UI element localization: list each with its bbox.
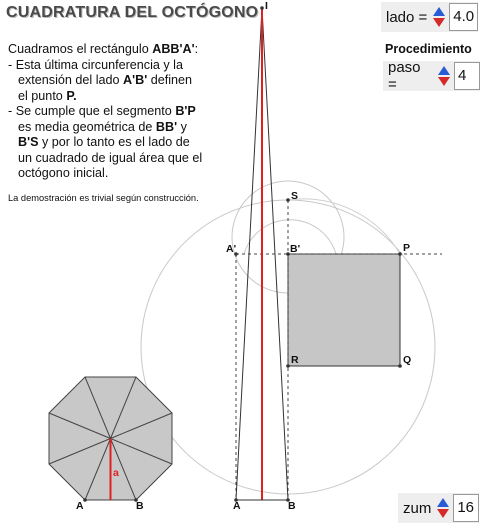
point-label-b-prime: B': [290, 243, 301, 255]
apothem-label: a: [113, 467, 119, 479]
point-label-a-octagon: A: [76, 500, 84, 512]
lado-arrows: [431, 4, 447, 30]
desc-line: B'S y por lo tanto es el lado de: [18, 135, 190, 149]
demonstration-note: La demostración es trivial según construcción.: [8, 193, 199, 203]
lado-spinner: [381, 2, 478, 32]
point-label-a-prime: A': [226, 243, 237, 255]
paso-arrows: [436, 63, 452, 89]
zum-decrement-icon[interactable]: [437, 509, 449, 518]
point-label-a-base: A: [233, 500, 241, 512]
desc-line: - Esta última circunferencia y la: [8, 57, 183, 72]
paso-increment-icon[interactable]: [438, 66, 450, 75]
point-label-r: R: [291, 354, 299, 366]
point-label-b-base: B: [288, 500, 296, 512]
desc-line: Cuadramos el rectángulo ABB'A':: [8, 42, 199, 56]
paso-value-field[interactable]: 4: [454, 62, 480, 90]
octagon: [49, 377, 172, 500]
desc-line: el punto P.: [18, 88, 77, 103]
zum-spinner: [398, 493, 479, 523]
paso-spinner: [383, 61, 480, 91]
description: [8, 42, 230, 182]
point-label-b-octagon: B: [136, 500, 144, 512]
zum-increment-icon[interactable]: [437, 498, 449, 507]
equivalent-square: [288, 254, 400, 366]
point-label-i: I: [265, 0, 268, 12]
desc-line: es media geométrica de BB' y: [18, 119, 187, 134]
zum-arrows: [435, 495, 451, 521]
zum-label: zum: [403, 499, 432, 517]
point-label-q: Q: [403, 354, 412, 366]
lado-label: lado =: [386, 8, 428, 26]
arc-s-p: [288, 199, 400, 254]
desc-line: - Se cumple que el segmento B'P: [8, 104, 196, 118]
desc-line: extensión del lado A'B' definen: [18, 73, 193, 87]
point-label-s: S: [291, 190, 299, 202]
paso-decrement-icon[interactable]: [438, 77, 450, 86]
lado-increment-icon[interactable]: [433, 7, 445, 16]
procedimiento-label: Procedimiento: [385, 42, 472, 56]
lado-decrement-icon[interactable]: [433, 18, 445, 27]
paso-label: paso =: [388, 59, 421, 93]
desc-line: un cuadrado de igual área que el: [18, 150, 203, 165]
page-title: CUADRATURA DEL OCTÓGONO: [6, 4, 259, 21]
triangle-side-left: [236, 8, 262, 500]
zum-value-field[interactable]: 16: [453, 494, 479, 522]
desc-line: octógono inicial.: [18, 166, 109, 180]
point-label-p: P: [403, 242, 411, 254]
lado-value-field[interactable]: 4.0: [449, 3, 478, 31]
